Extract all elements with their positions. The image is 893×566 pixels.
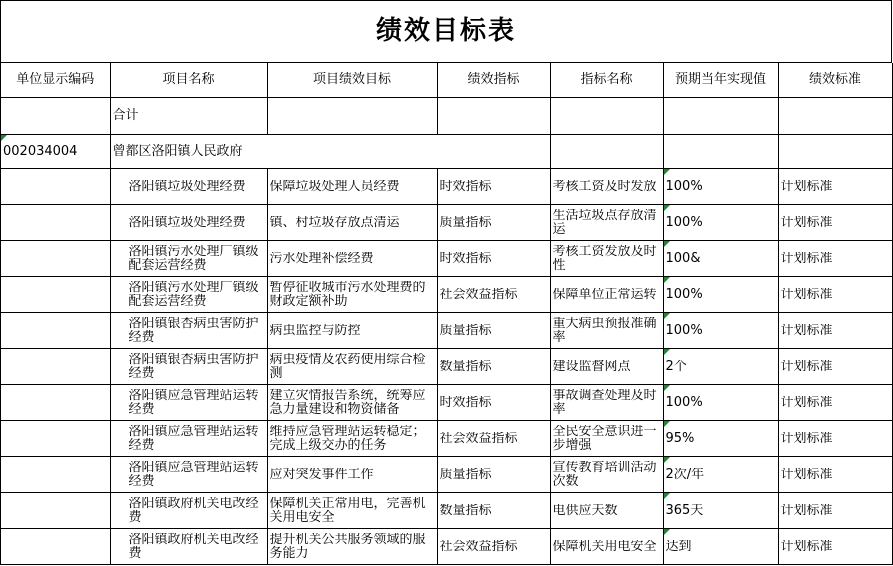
unit-empty-cell[interactable] xyxy=(437,135,550,169)
expected-value-cell[interactable] xyxy=(663,385,778,421)
header-cell-unit-code[interactable]: 单位显示编码 xyxy=(1,63,110,98)
metric-name-cell[interactable] xyxy=(550,205,663,241)
project-name-cell[interactable] xyxy=(110,241,267,277)
metric-name-text: 保障单位正常运转 xyxy=(552,287,657,302)
project-name-cell[interactable] xyxy=(110,349,267,385)
project-goal-text: 病虫监控与防控 xyxy=(269,323,361,338)
project-goal-cell[interactable] xyxy=(267,205,437,241)
project-goal-text: 暂停征收城市污水处理费的财政定额补助 xyxy=(269,280,426,309)
goal-table xyxy=(1,63,893,565)
indicator-cell[interactable] xyxy=(437,313,550,349)
standard-text: 计划标准 xyxy=(780,323,833,338)
total-code-cell[interactable] xyxy=(1,98,110,135)
metric-name-cell[interactable] xyxy=(550,493,663,529)
metric-name-text: 考核工资发放及时性 xyxy=(552,244,657,273)
indicator-cell[interactable] xyxy=(437,385,550,421)
indicator-text: 时效指标 xyxy=(439,251,492,266)
header-cell-indicator[interactable]: 绩效指标 xyxy=(437,63,550,98)
expected-value-text: 95% xyxy=(665,431,695,446)
project-name-cell[interactable] xyxy=(110,385,267,421)
indicator-text: 质量指标 xyxy=(439,467,492,482)
standard-text: 计划标准 xyxy=(780,395,833,410)
unit-name-cell[interactable]: 曾都区洛阳镇人民政府 xyxy=(110,135,437,169)
code-cell[interactable] xyxy=(1,457,110,493)
expected-value-text: 100% xyxy=(665,395,703,410)
metric-name-cell[interactable] xyxy=(550,529,663,565)
metric-name-cell[interactable] xyxy=(550,313,663,349)
project-name-text: 洛阳镇垃圾处理经费 xyxy=(128,179,246,194)
code-cell[interactable] xyxy=(1,385,110,421)
indicator-cell[interactable] xyxy=(437,349,550,385)
project-goal-text: 病虫疫情及农药使用综合检测 xyxy=(269,352,426,381)
indicator-text: 质量指标 xyxy=(439,215,492,230)
unit-row xyxy=(1,135,892,169)
expected-value-cell[interactable] xyxy=(663,313,778,349)
standard-text: 计划标准 xyxy=(780,503,833,518)
total-empty-cell[interactable] xyxy=(663,98,778,135)
indicator-cell[interactable] xyxy=(437,457,550,493)
total-empty-cell[interactable] xyxy=(778,98,892,135)
project-name-text: 洛阳镇应急管理站运转经费 xyxy=(128,460,259,489)
standard-cell[interactable] xyxy=(778,277,892,313)
total-empty-cell[interactable] xyxy=(437,98,550,135)
indicator-cell[interactable] xyxy=(437,421,550,457)
header-cell-expected-value[interactable]: 预期当年实现值 xyxy=(663,63,778,98)
metric-name-cell[interactable] xyxy=(550,277,663,313)
code-cell[interactable] xyxy=(1,421,110,457)
expected-value-text: 2次/年 xyxy=(665,467,705,482)
project-name-cell[interactable] xyxy=(110,457,267,493)
code-cell[interactable] xyxy=(1,349,110,385)
indicator-text: 数量指标 xyxy=(439,359,492,374)
project-goal-text: 污水处理补偿经费 xyxy=(269,251,374,266)
indicator-text: 时效指标 xyxy=(439,395,492,410)
project-goal-text: 提升机关公共服务领域的服务能力 xyxy=(269,532,426,561)
standard-cell[interactable] xyxy=(778,349,892,385)
standard-text: 计划标准 xyxy=(780,467,833,482)
table-row xyxy=(1,385,892,421)
header-cell-metric-name[interactable]: 指标名称 xyxy=(550,63,663,98)
expected-value-cell[interactable] xyxy=(663,529,778,565)
header-cell-project-goal[interactable]: 项目绩效目标 xyxy=(267,63,437,98)
expected-value-cell[interactable] xyxy=(663,277,778,313)
table-row xyxy=(1,169,892,205)
table-row xyxy=(1,457,892,493)
standard-cell[interactable] xyxy=(778,241,892,277)
project-name-text: 洛阳镇污水处理厂镇级配套运营经费 xyxy=(128,244,259,273)
sheet-title: 绩效目标表 xyxy=(1,1,892,63)
total-empty-cell[interactable] xyxy=(550,98,663,135)
standard-text: 计划标准 xyxy=(780,287,833,302)
metric-name-text: 重大病虫预报准确率 xyxy=(552,316,657,345)
indicator-text: 数量指标 xyxy=(439,503,492,518)
table-row xyxy=(1,421,892,457)
header-cell-project-name[interactable]: 项目名称 xyxy=(110,63,267,98)
standard-cell[interactable] xyxy=(778,385,892,421)
code-cell[interactable] xyxy=(1,493,110,529)
code-cell[interactable] xyxy=(1,529,110,565)
expected-value-text: 100% xyxy=(665,323,703,338)
indicator-cell[interactable] xyxy=(437,493,550,529)
metric-name-cell[interactable] xyxy=(550,169,663,205)
project-goal-text: 保障垃圾处理人员经费 xyxy=(269,179,400,194)
indicator-text: 社会效益指标 xyxy=(439,539,518,554)
unit-empty-cell[interactable] xyxy=(550,135,663,169)
project-name-cell[interactable] xyxy=(110,421,267,457)
table-row xyxy=(1,529,892,565)
project-goal-text: 应对突发事件工作 xyxy=(269,467,374,482)
table-row xyxy=(1,277,892,313)
table-row xyxy=(1,205,892,241)
project-name-text: 洛阳镇垃圾处理经费 xyxy=(128,215,246,230)
expected-value-text: 365天 xyxy=(665,503,704,518)
project-name-text: 洛阳镇银杏病虫害防护经费 xyxy=(128,352,259,381)
project-name-text: 洛阳镇应急管理站运转经费 xyxy=(128,388,259,417)
total-label-cell[interactable]: 合计 xyxy=(110,98,267,135)
expected-value-text: 2个 xyxy=(665,359,687,374)
project-goal-cell[interactable] xyxy=(267,313,437,349)
project-name-cell[interactable] xyxy=(110,493,267,529)
project-goal-cell[interactable] xyxy=(267,241,437,277)
code-cell[interactable] xyxy=(1,205,110,241)
expected-value-cell[interactable] xyxy=(663,349,778,385)
indicator-text: 质量指标 xyxy=(439,323,492,338)
header-row xyxy=(1,63,892,98)
metric-name-text: 事故调查处理及时率 xyxy=(552,388,657,417)
project-goal-text: 建立灾情报告系统，统筹应急力量建设和物资储备 xyxy=(269,388,426,417)
project-goal-cell[interactable] xyxy=(267,421,437,457)
project-name-text: 洛阳镇应急管理站运转经费 xyxy=(128,424,259,453)
table-row xyxy=(1,349,892,385)
expected-value-text: 100% xyxy=(665,179,703,194)
project-goal-cell[interactable] xyxy=(267,457,437,493)
expected-value-cell[interactable] xyxy=(663,493,778,529)
indicator-cell[interactable] xyxy=(437,169,550,205)
metric-name-cell[interactable] xyxy=(550,385,663,421)
expected-value-text: 达到 xyxy=(665,539,692,554)
metric-name-text: 保障机关用电安全 xyxy=(552,539,657,554)
metric-name-text: 考核工资及时发放 xyxy=(552,179,657,194)
indicator-cell[interactable] xyxy=(437,277,550,313)
metric-name-cell[interactable] xyxy=(550,457,663,493)
indicator-text: 社会效益指标 xyxy=(439,431,518,446)
standard-cell[interactable] xyxy=(778,421,892,457)
project-goal-cell[interactable] xyxy=(267,277,437,313)
code-cell[interactable] xyxy=(1,277,110,313)
standard-text: 计划标准 xyxy=(780,179,833,194)
metric-name-cell[interactable] xyxy=(550,241,663,277)
unit-empty-cell[interactable] xyxy=(778,135,892,169)
expected-value-cell[interactable] xyxy=(663,205,778,241)
total-row xyxy=(1,98,892,135)
metric-name-cell[interactable] xyxy=(550,421,663,457)
standard-cell[interactable] xyxy=(778,205,892,241)
table-row xyxy=(1,241,892,277)
project-name-cell[interactable] xyxy=(110,205,267,241)
metric-name-text: 宣传教育培训活动次数 xyxy=(552,460,657,489)
indicator-text: 社会效益指标 xyxy=(439,287,518,302)
metric-name-text: 生活垃圾点存放清运 xyxy=(552,208,657,237)
table-row xyxy=(1,493,892,529)
standard-text: 计划标准 xyxy=(780,539,833,554)
indicator-cell[interactable] xyxy=(437,529,550,565)
standard-cell[interactable] xyxy=(778,169,892,205)
project-name-text: 洛阳镇政府机关电改经费 xyxy=(128,532,259,561)
project-goal-cell[interactable] xyxy=(267,349,437,385)
standard-text: 计划标准 xyxy=(780,215,833,230)
project-name-cell[interactable] xyxy=(110,529,267,565)
project-name-text: 洛阳镇政府机关电改经费 xyxy=(128,496,259,525)
unit-empty-cell[interactable] xyxy=(663,135,778,169)
standard-text: 计划标准 xyxy=(780,431,833,446)
indicator-cell[interactable] xyxy=(437,205,550,241)
project-goal-text: 维持应急管理站运转稳定；完成上级交办的任务 xyxy=(269,424,426,453)
project-goal-text: 保障机关正常用电，完善机关用电安全 xyxy=(269,496,426,525)
project-name-cell[interactable] xyxy=(110,313,267,349)
project-goal-text: 镇、村垃圾存放点清运 xyxy=(269,215,400,230)
table-row xyxy=(1,313,892,349)
expected-value-text: 100% xyxy=(665,215,703,230)
standard-cell[interactable] xyxy=(778,457,892,493)
standard-text: 计划标准 xyxy=(780,359,833,374)
expected-value-cell[interactable] xyxy=(663,457,778,493)
code-cell[interactable] xyxy=(1,241,110,277)
unit-code-cell[interactable]: 002034004 xyxy=(1,135,110,169)
metric-name-text: 建设监督网点 xyxy=(552,359,631,374)
standard-text: 计划标准 xyxy=(780,251,833,266)
project-goal-cell[interactable] xyxy=(267,529,437,565)
project-name-cell[interactable] xyxy=(110,169,267,205)
metric-name-text: 电供应天数 xyxy=(552,503,618,518)
expected-value-cell[interactable] xyxy=(663,421,778,457)
project-name-text: 洛阳镇银杏病虫害防护经费 xyxy=(128,316,259,345)
expected-value-text: 100& xyxy=(665,251,701,266)
standard-cell[interactable] xyxy=(778,313,892,349)
total-empty-cell[interactable] xyxy=(267,98,437,135)
metric-name-cell[interactable] xyxy=(550,349,663,385)
project-name-text: 洛阳镇污水处理厂镇级配套运营经费 xyxy=(128,280,259,309)
indicator-cell[interactable] xyxy=(437,241,550,277)
code-cell[interactable] xyxy=(1,169,110,205)
indicator-text: 时效指标 xyxy=(439,179,492,194)
standard-cell[interactable] xyxy=(778,529,892,565)
project-goal-cell[interactable] xyxy=(267,169,437,205)
standard-cell[interactable] xyxy=(778,493,892,529)
expected-value-cell[interactable] xyxy=(663,241,778,277)
project-name-cell[interactable] xyxy=(110,277,267,313)
expected-value-text: 100% xyxy=(665,287,703,302)
metric-name-text: 全民安全意识进一步增强 xyxy=(552,424,657,453)
code-cell[interactable] xyxy=(1,313,110,349)
project-goal-cell[interactable] xyxy=(267,385,437,421)
expected-value-cell[interactable] xyxy=(663,169,778,205)
project-goal-cell[interactable] xyxy=(267,493,437,529)
header-cell-standard[interactable]: 绩效标准 xyxy=(778,63,892,98)
